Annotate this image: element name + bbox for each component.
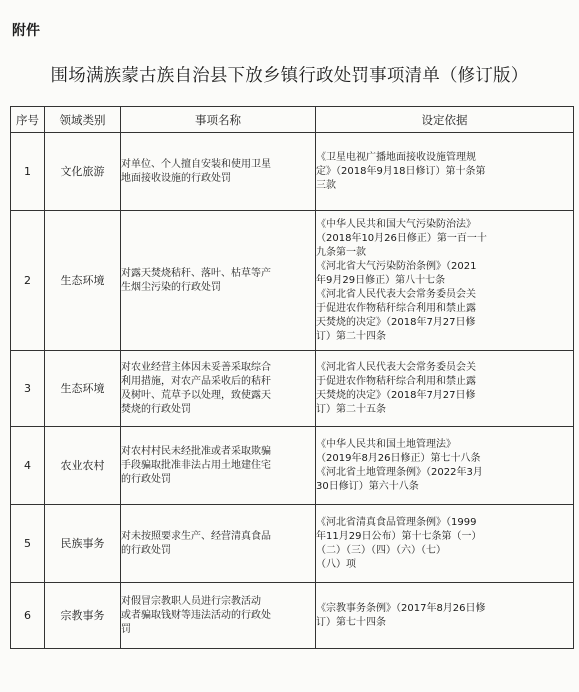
row-category: 农业农村 (45, 427, 121, 505)
row-index: 2 (11, 211, 45, 351)
header-item-name: 事项名称 (121, 107, 316, 133)
table-row (11, 427, 574, 505)
row-index: 3 (11, 351, 45, 427)
item-name-line: 对未按照要求生产、经营清真食品 (121, 530, 271, 542)
item-name-line: 利用措施，对农产品采收后的秸秆 (121, 375, 271, 387)
legal-basis-line: 三款 (316, 179, 336, 191)
row-legal-basis (316, 427, 574, 505)
legal-basis-line: 《河北省人民代表大会常务委员会关 (316, 361, 476, 373)
legal-basis-line: 九条第一款 (316, 246, 366, 258)
table-header-row (11, 107, 574, 133)
row-index: 1 (11, 133, 45, 211)
item-name-line: 对假冒宗教职人员进行宗教活动 (121, 595, 261, 607)
item-name-line: 对单位、个人擅自安装和使用卫星 (121, 158, 271, 170)
row-legal-basis (316, 351, 574, 427)
row-legal-basis (316, 583, 574, 649)
row-item-name (121, 351, 316, 427)
legal-basis-line: （2019年8月26日修正）第七十八条 (316, 452, 481, 464)
row-legal-basis (316, 211, 574, 351)
header-index: 序号 (11, 107, 45, 133)
row-item-name (121, 427, 316, 505)
legal-basis-line: 《河北省大气污染防治条例》（2021 (316, 260, 477, 272)
legal-basis-line: 订）第七十四条 (316, 616, 386, 628)
legal-basis-line: 《中华人民共和国土地管理法》 (316, 438, 456, 450)
row-legal-basis (316, 133, 574, 211)
row-index: 5 (11, 505, 45, 583)
row-index: 4 (11, 427, 45, 505)
row-item-name (121, 211, 316, 351)
legal-basis-line: 于促进农作物秸秆综合利用和禁止露 (316, 302, 476, 314)
legal-basis-line: 天焚烧的决定》（2018年7月27日修 (316, 316, 476, 328)
table-row (11, 505, 574, 583)
table-row (11, 211, 574, 351)
row-category: 文化旅游 (45, 133, 121, 211)
item-name-line: 焚烧的行政处罚 (121, 403, 191, 415)
row-category: 生态环境 (45, 351, 121, 427)
row-item-name (121, 583, 316, 649)
legal-basis-line: 订）第二十五条 (316, 403, 386, 415)
legal-basis-line: 《中华人民共和国大气污染防治法》 (316, 218, 476, 230)
item-name-line: 生烟尘污染的行政处罚 (121, 281, 221, 293)
legal-basis-line: 年11月29日公布）第十七条第（一） (316, 530, 482, 542)
row-index: 6 (11, 583, 45, 649)
item-name-line: 对露天焚烧秸秆、落叶、枯草等产 (121, 267, 271, 279)
legal-basis-line: 天焚烧的决定》（2018年7月27日修 (316, 389, 476, 401)
legal-basis-line: 年9月29日修正）第八十七条 (316, 274, 446, 286)
table-row (11, 133, 574, 211)
item-name-line: 对农村村民未经批准或者采取欺骗 (121, 445, 271, 457)
row-category: 宗教事务 (45, 583, 121, 649)
row-category: 生态环境 (45, 211, 121, 351)
item-name-line: 罚 (121, 623, 131, 635)
document-title: 围场满族蒙古族自治县下放乡镇行政处罚事项清单（修订版） (50, 66, 529, 86)
row-item-name (121, 505, 316, 583)
legal-basis-line: 《河北省清真食品管理条例》（1999 (316, 516, 477, 528)
legal-basis-line: （二）（三）（四）（六）（七） (316, 544, 446, 556)
legal-basis-line: 定》（2018年9月18日修订）第十条第 (316, 165, 486, 177)
item-name-line: 地面接收设施的行政处罚 (121, 172, 231, 184)
item-name-line: 对农业经营主体因未妥善采取综合 (121, 361, 271, 373)
penalty-items-table (10, 106, 574, 649)
item-name-line: 及树叶、荒草予以处理，致使露天 (121, 389, 271, 401)
legal-basis-line: 《宗教事务条例》（2017年8月26日修 (316, 602, 486, 614)
row-category: 民族事务 (45, 505, 121, 583)
item-name-line: 的行政处罚 (121, 473, 171, 485)
legal-basis-line: 订）第二十四条 (316, 330, 386, 342)
row-item-name (121, 133, 316, 211)
table-row (11, 351, 574, 427)
row-legal-basis (316, 505, 574, 583)
legal-basis-line: （2018年10月26日修正）第一百一十 (316, 232, 487, 244)
legal-basis-line: 《河北省人民代表大会常务委员会关 (316, 288, 476, 300)
header-legal-basis: 设定依据 (316, 107, 574, 133)
legal-basis-line: （八）项 (316, 558, 356, 570)
attachment-label: 附件 (12, 23, 40, 39)
table-row (11, 583, 574, 649)
item-name-line: 的行政处罚 (121, 544, 171, 556)
item-name-line: 或者骗取钱财等违法活动的行政处 (121, 609, 271, 621)
legal-basis-line: 30日修订）第六十八条 (316, 480, 419, 492)
legal-basis-line: 《卫星电视广播地面接收设施管理规 (316, 151, 476, 163)
item-name-line: 手段骗取批准非法占用土地建住宅 (121, 459, 271, 471)
legal-basis-line: 于促进农作物秸秆综合利用和禁止露 (316, 375, 476, 387)
legal-basis-line: 《河北省土地管理条例》（2022年3月 (316, 466, 483, 478)
header-category: 领域类别 (45, 107, 121, 133)
